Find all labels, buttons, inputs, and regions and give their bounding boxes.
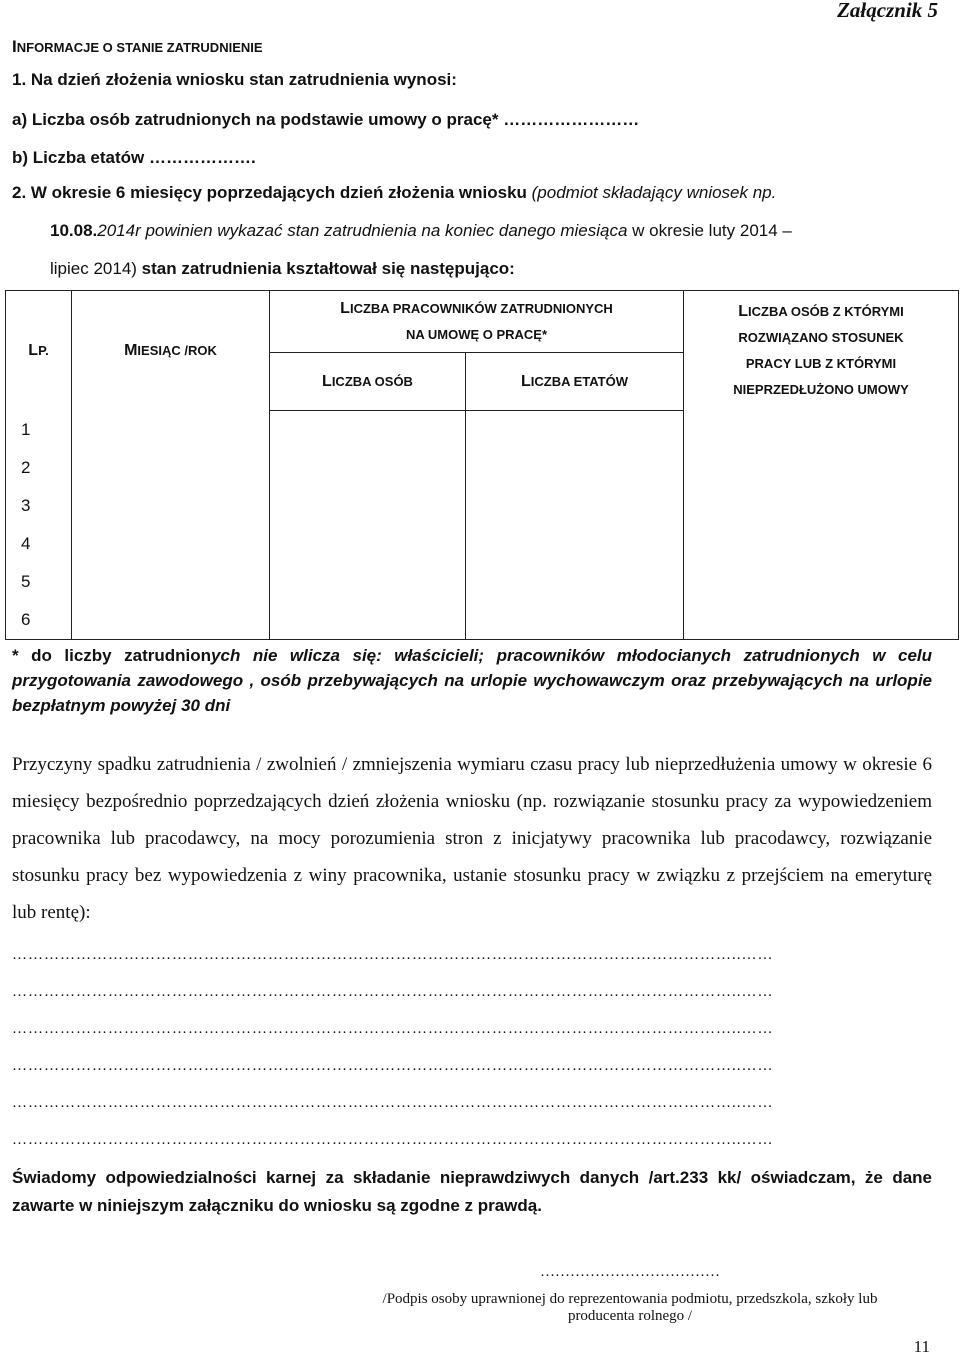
signature-caption: /Podpis osoby uprawnionej do reprezentowania podmiotu, przedszkola, szkoły lub producenta rolnego / — [382, 1291, 878, 1324]
reasons-paragraph: Przyczyny spadku zatrudnienia / zwolnień / zmniejszenia wymiaru czasu pracy lub nieprzedłużenia umowy w okresie 6 miesięcy bezpośrednio poprzedzających dzień złożenia wniosku (np. rozwiązanie stosunku pracy za wypowiedzeniem pracownika lub pracodawcy, na mocy porozumienia stron z inicjatywy pracownika lub pracodawcy, rozwiązanie stosunku pracy bez wypowiedzenia z winy pracownika, ustanie stosunku pracy w związku z przejściem na emeryturę lub rentę): — [12, 754, 932, 923]
header-month: MIESIĄC /ROK — [72, 291, 270, 411]
terminated-cell[interactable] — [684, 563, 959, 601]
point-2-line-1: 2. W okresie 6 miesięcy poprzedających dzień złożenia wniosku (podmiot składający wniosek np. — [12, 183, 777, 202]
month-cell[interactable] — [72, 449, 270, 487]
people-cell[interactable] — [270, 601, 466, 639]
terminated-cell[interactable] — [684, 449, 959, 487]
table-row — [6, 449, 959, 487]
people-cell[interactable] — [270, 449, 466, 487]
fte-cell[interactable] — [466, 411, 684, 449]
fte-cell[interactable] — [466, 601, 684, 639]
row-number: 2 — [6, 449, 72, 487]
section-heading: INFORMACJE O STANIE ZATRUDNIENIE — [12, 37, 263, 56]
table-row — [6, 563, 959, 601]
answer-line[interactable]: ………………………………………………………………………………………………………………………..…… — [12, 1132, 774, 1148]
table-row — [6, 525, 959, 563]
people-cell[interactable] — [270, 563, 466, 601]
signature-dots[interactable]: ……………………………… — [540, 1264, 720, 1280]
terminated-cell[interactable] — [684, 487, 959, 525]
point-2-line-3: lipiec 2014) stan zatrudnienia kształtował się następująco: — [50, 259, 515, 278]
fte-cell[interactable] — [466, 487, 684, 525]
row-number: 6 — [6, 601, 72, 639]
header-lp: LP. — [6, 291, 72, 411]
answer-line[interactable]: ………………………………………………………………………………………………………………………..…… — [12, 984, 774, 1000]
terminated-cell[interactable] — [684, 601, 959, 639]
table-row — [6, 411, 959, 449]
answer-line[interactable]: ………………………………………………………………………………………………………………………..…… — [12, 947, 774, 963]
row-number: 5 — [6, 563, 72, 601]
fte-cell[interactable] — [466, 563, 684, 601]
row-number: 1 — [6, 411, 72, 449]
point-1: 1. Na dzień złożenia wniosku stan zatrudnienia wynosi: — [12, 70, 457, 89]
header-fte-count: LICZBA ETATÓW — [466, 353, 684, 411]
declaration: Świadomy odpowiedzialności karnej za składanie nieprawdziwych danych /art.233 kk/ oświadczam, że dane zawarte w niniejszym załączniku do wniosku są zgodne z prawdą. — [12, 1168, 932, 1215]
row-number: 4 — [6, 525, 72, 563]
point-1a: a) Liczba osób zatrudnionych na podstawie umowy o pracę* …………………… — [12, 110, 640, 129]
people-cell[interactable] — [270, 487, 466, 525]
month-cell[interactable] — [72, 563, 270, 601]
fte-cell[interactable] — [466, 525, 684, 563]
page-number: 11 — [913, 1337, 930, 1356]
terminated-cell[interactable] — [684, 525, 959, 563]
month-cell[interactable] — [72, 525, 270, 563]
people-cell[interactable] — [270, 411, 466, 449]
month-cell[interactable] — [72, 411, 270, 449]
footnote: * do liczby zatrudnionych nie wlicza się: właścicieli; pracowników młodocianych zatrudnionych w celu przygotowania zawodowego , osób przebywających na urlopie wychowawczym oraz przebywających na urlopie bezpłatnym powyżej 30 dni — [12, 646, 933, 715]
table-row — [6, 601, 959, 639]
point-2-line-2: 10.08.2014r powinien wykazać stan zatrudnienia na koniec danego miesiąca w okresie luty 2014 – — [50, 221, 792, 240]
header-people-count: LICZBA OSÓB — [270, 353, 466, 411]
month-cell[interactable] — [72, 487, 270, 525]
annex-label: Załącznik 5 — [837, 0, 938, 22]
people-cell[interactable] — [270, 525, 466, 563]
table-row — [6, 487, 959, 525]
answer-line[interactable]: ………………………………………………………………………………………………………………………..…… — [12, 1095, 774, 1111]
header-employees: LICZBA PRACOWNIKÓW ZATRUDNIONYCH NA UMOWĘ O PRACĘ* — [270, 291, 684, 353]
employment-table — [5, 290, 959, 640]
row-number: 3 — [6, 487, 72, 525]
answer-line[interactable]: ………………………………………………………………………………………………………………………..…… — [12, 1058, 774, 1074]
terminated-cell[interactable] — [684, 411, 959, 449]
header-terminated: LICZBA OSÓB Z KTÓRYMI ROZWIĄZANO STOSUNEK PRACY LUB Z KTÓRYMI NIEPRZEDŁUŻONO UMOWY — [684, 291, 959, 411]
point-1b: b) Liczba etatów ………………. — [12, 148, 256, 167]
month-cell[interactable] — [72, 601, 270, 639]
answer-line[interactable]: ………………………………………………………………………………………………………………………..…… — [12, 1021, 774, 1037]
fte-cell[interactable] — [466, 449, 684, 487]
